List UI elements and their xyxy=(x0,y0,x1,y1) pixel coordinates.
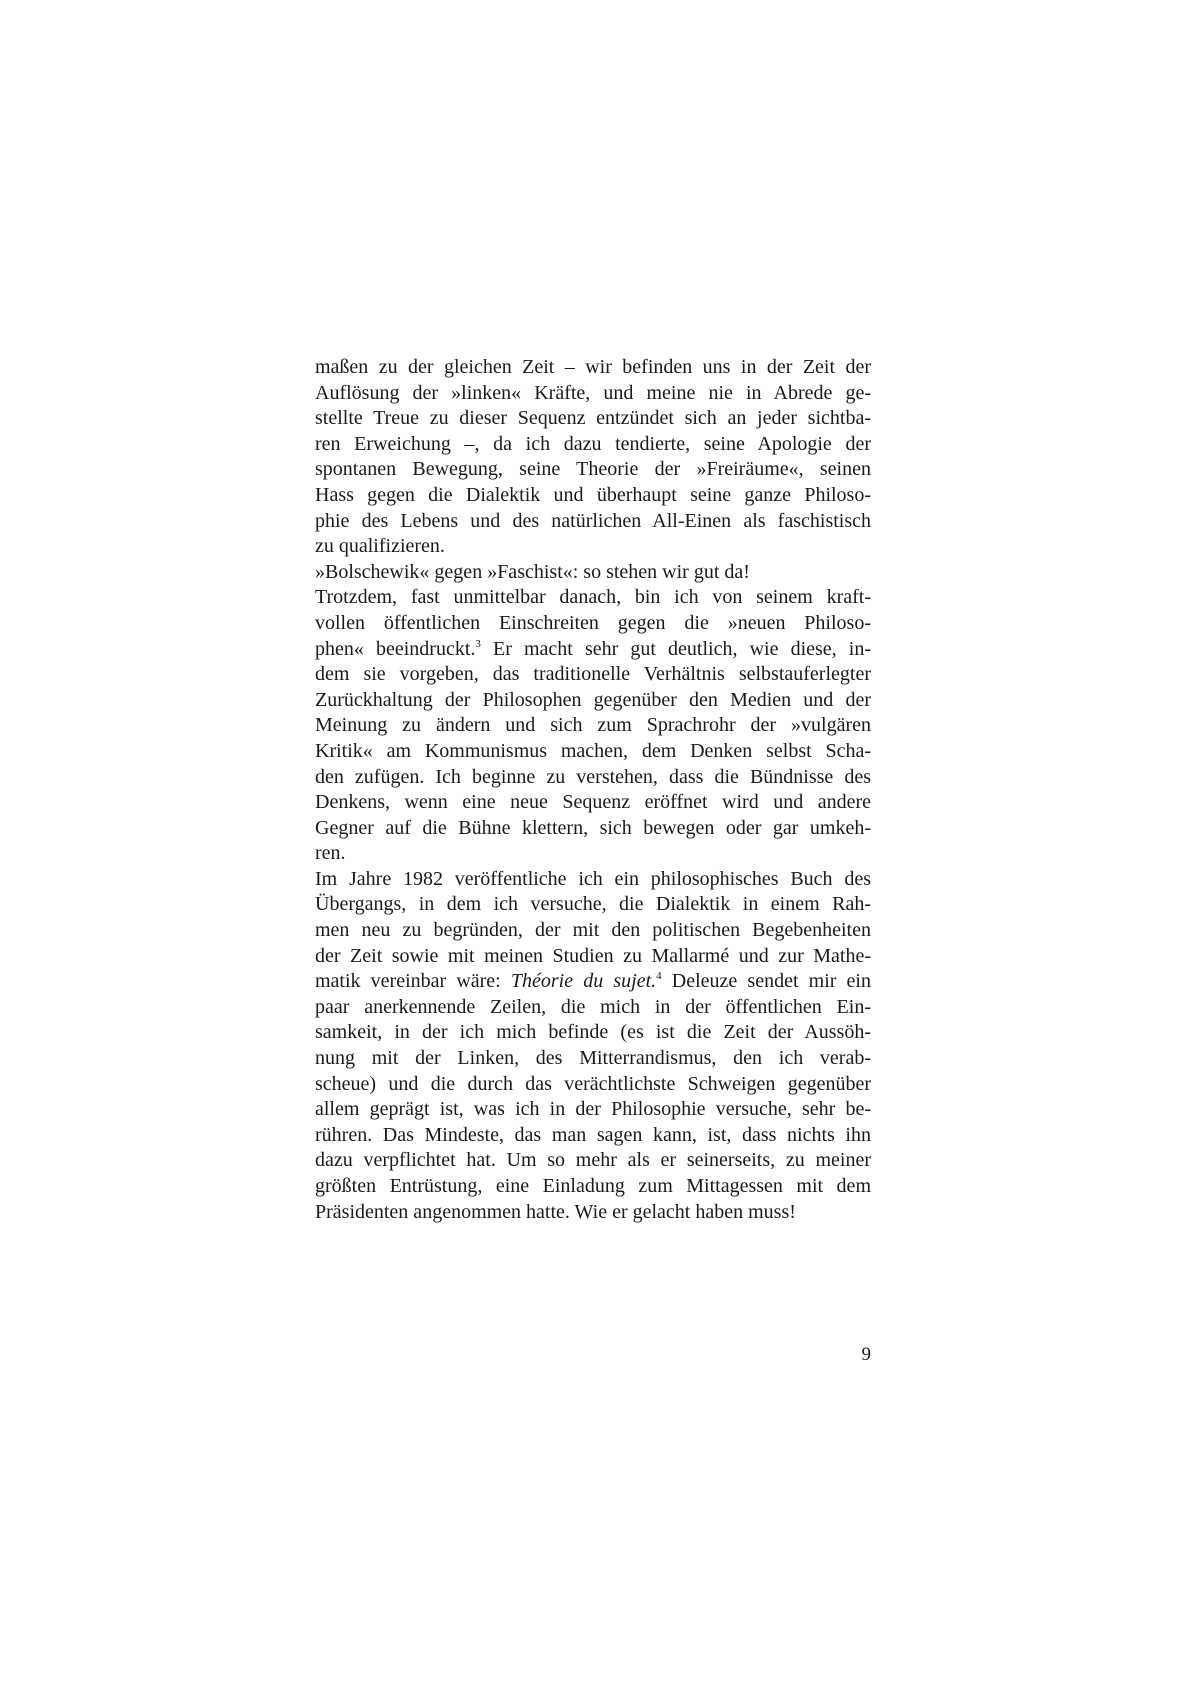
footnote-marker: 3 xyxy=(475,637,481,650)
text-run: Deleuze sendet mir ein xyxy=(661,970,871,993)
text-line: allem geprägt ist, was ich in der Philosophie versuche, sehr be- xyxy=(315,1098,871,1121)
text-line: nung mit der Linken, des Mitterrandismus, den ich verab- xyxy=(315,1047,871,1070)
book-title: Théorie du sujet. xyxy=(510,970,657,993)
text-line: Denkens, wenn eine neue Sequenz eröffnet wird und andere xyxy=(315,791,871,814)
text-line: vollen öffentlichen Einschreiten gegen die »neuen Philoso- xyxy=(315,611,871,634)
text-line: Hass gegen die Dialektik und überhaupt seine ganze Philoso- xyxy=(315,483,871,506)
text-line: Im Jahre 1982 veröffentliche ich ein philosophisches Buch des xyxy=(315,867,871,890)
text-run: Er macht sehr gut deutlich, wie diese, in- xyxy=(480,637,871,660)
text-line: Präsidenten angenommen hatte. Wie er gelacht haben muss! xyxy=(315,1200,796,1223)
text-line: men neu zu begründen, der mit den politischen Begebenheiten xyxy=(315,919,871,942)
footnote-marker: 4 xyxy=(656,970,662,983)
body-text xyxy=(315,355,871,1225)
text-line: dazu verpflichtet hat. Um so mehr als er seinerseits, zu meiner xyxy=(315,1149,871,1172)
text-line: Meinung zu ändern und sich zum Sprachrohr der »vulgären xyxy=(315,714,871,737)
text-line: zu qualifizieren. xyxy=(315,535,445,558)
text-line xyxy=(315,969,871,995)
text-line: den zufügen. Ich beginne zu verstehen, dass die Bündnisse des xyxy=(315,765,871,788)
text-line xyxy=(315,637,871,663)
text-line: Auflösung der »linken« Kräfte, und meine nie in Abrede ge- xyxy=(315,381,871,404)
text-line: der Zeit sowie mit meinen Studien zu Mallarmé und zur Mathe- xyxy=(315,944,871,967)
text-line: ren. xyxy=(315,842,346,865)
text-line: Gegner auf die Bühne klettern, sich bewegen oder gar umkeh- xyxy=(315,816,871,839)
text-run: matik vereinbar wäre: xyxy=(315,970,511,993)
text-line: Zurückhaltung der Philosophen gegenüber den Medien und der xyxy=(315,688,871,711)
text-line: samkeit, in der ich mich befinde (es ist die Zeit der Aussöh- xyxy=(315,1021,871,1044)
text-line: Kritik« am Kommunismus machen, dem Denken selbst Scha- xyxy=(315,739,871,762)
text-line: Übergangs, in dem ich versuche, die Dialektik in einem Rah- xyxy=(315,893,871,916)
text-line: stellte Treue zu dieser Sequenz entzündet sich an jeder sichtba- xyxy=(315,407,871,430)
text-line: maßen zu der gleichen Zeit – wir befinden uns in der Zeit der xyxy=(315,356,871,378)
text-line: dem sie vorgeben, das traditionelle Verhältnis selbstauferlegter xyxy=(315,663,871,686)
text-line: spontanen Bewegung, seine Theorie der »Freiräume«, seinen xyxy=(315,458,871,481)
text-line: phie des Lebens und des natürlichen All-Einen als faschistisch xyxy=(315,509,871,532)
text-line: Trotzdem, fast unmittelbar danach, bin ich von seinem kraft- xyxy=(315,586,871,609)
page-number: 9 xyxy=(861,1344,871,1365)
text-line: ren Erweichung –, da ich dazu tendierte, seine Apologie der xyxy=(315,432,871,455)
text-line: rühren. Das Mindeste, das man sagen kann, ist, dass nichts ihn xyxy=(315,1123,871,1146)
text-line: größten Entrüstung, eine Einladung zum Mittagessen mit dem xyxy=(315,1175,871,1197)
text-run: phen« beeindruckt. xyxy=(315,637,476,660)
text-line: scheue) und die durch das verächtlichste Schweigen gegenüber xyxy=(315,1072,871,1095)
text-line: paar anerkennende Zeilen, die mich in der öffentlichen Ein- xyxy=(315,995,871,1018)
text-line: »Bolschewik« gegen »Faschist«: so stehen wir gut da! xyxy=(315,560,750,583)
